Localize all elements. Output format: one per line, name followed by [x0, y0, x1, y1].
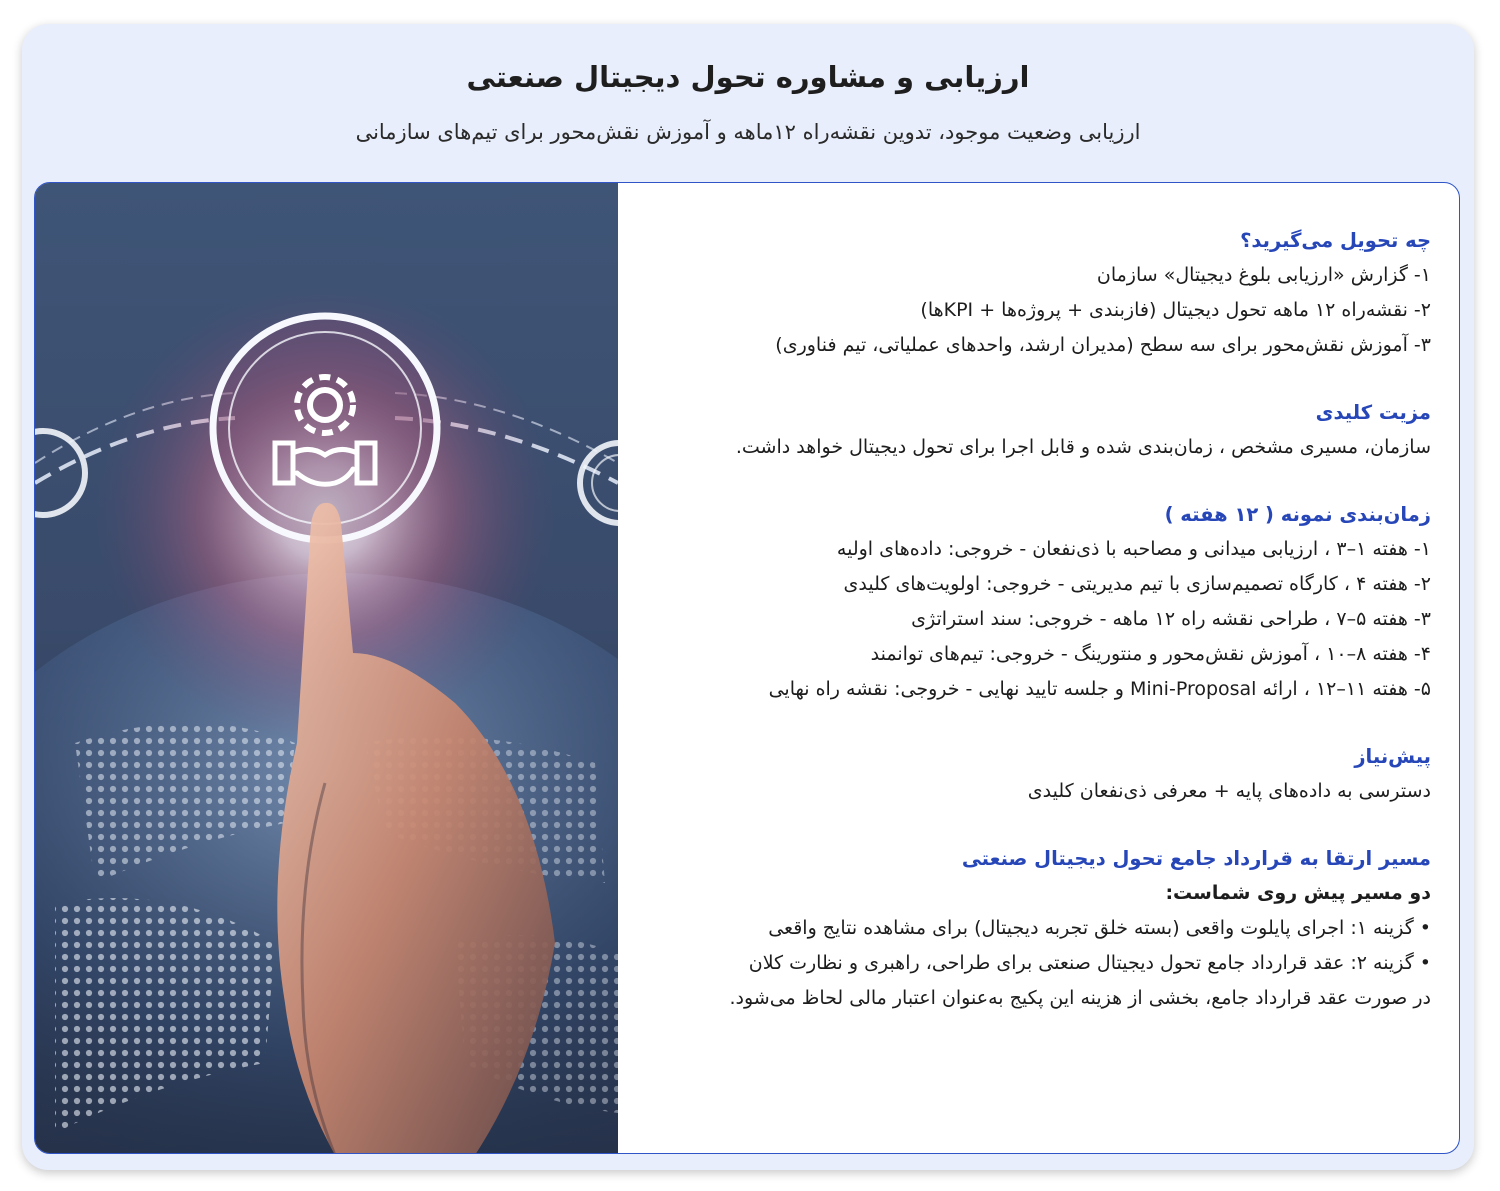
- upgrade-title: مسیر ارتقا به قرارداد جامع تحول دیجیتال صنعتی: [961, 847, 1431, 870]
- upgrade-option-1: • گزینه ۱: اجرای پایلوت واقعی (بسته خلق تجربه دیجیتال) برای مشاهده نتایج واقعی: [768, 917, 1431, 939]
- deliverable-item-1: ۱- گزارش «ارزیابی بلوغ دیجیتال» سازمان: [1096, 264, 1431, 286]
- deliverable-item-3: ۳- آموزش نقش‌محور برای سه سطح (مدیران ارشد، واحدهای عملیاتی، تیم فناوری): [775, 334, 1431, 356]
- upgrade-section: [635, 841, 1431, 1016]
- timeline-item-4: ۴- هفته ۸–۱۰ ، آموزش نقش‌محور و منتورینگ - خروجی: تیم‌های توانمند: [870, 643, 1431, 665]
- hero-illustration: [35, 183, 618, 1154]
- content-card: [34, 182, 1460, 1154]
- prerequisite-section: [635, 739, 1431, 809]
- timeline-title: زمان‌بندی نمونه ( ۱۲ هفته ): [1164, 503, 1431, 526]
- deliverables-section: [635, 223, 1431, 363]
- prerequisite-title: پیش‌نیاز: [1354, 745, 1431, 768]
- upgrade-intro: دو مسیر پیش روی شماست:: [1165, 882, 1431, 904]
- upgrade-note: در صورت عقد قرارداد جامع، بخشی از هزینه این پکیج به‌عنوان اعتبار مالی لحاظ می‌شود.: [729, 987, 1431, 1009]
- page-container: [22, 24, 1474, 1170]
- upgrade-option-2: • گزینه ۲: عقد قرارداد جامع تحول دیجیتال صنعتی برای طراحی، راهبری و نظارت کلان: [748, 952, 1431, 974]
- page-title: ارزیابی و مشاوره تحول دیجیتال صنعتی: [466, 60, 1030, 94]
- deliverable-item-2: ۲- نقشه‌راه ۱۲ ماهه تحول دیجیتال (فازبندی + پروژه‌ها + KPIها): [920, 299, 1431, 321]
- timeline-item-5: ۵- هفته ۱۱–۱۲ ، ارائه Mini-Proposal و جلسه تایید نهایی - خروجی: نقشه راه نهایی: [768, 678, 1431, 700]
- timeline-item-3: ۳- هفته ۵–۷ ، طراحی نقشه راه ۱۲ ماهه - خروجی: سند استراتژی: [911, 608, 1431, 630]
- benefit-title: مزیت کلیدی: [1315, 401, 1431, 424]
- benefit-text: سازمان، مسیری مشخص ، زمان‌بندی شده و قابل اجرا برای تحول دیجیتال خواهد داشت.: [735, 436, 1431, 458]
- prerequisite-text: دسترسی به داده‌های پایه + معرفی ذی‌نفعان کلیدی: [1027, 780, 1431, 802]
- benefit-section: [635, 395, 1431, 465]
- page-subtitle: ارزیابی وضعیت موجود، تدوین نقشه‌راه ۱۲ماهه و آموزش نقش‌محور برای تیم‌های سازمانی: [355, 120, 1141, 144]
- content-panel: [635, 223, 1431, 1048]
- timeline-item-1: ۱- هفته ۱–۳ ، ارزیابی میدانی و مصاحبه با ذی‌نفعان - خروجی: داده‌های اولیه: [836, 538, 1431, 560]
- timeline-item-2: ۲- هفته ۴ ، کارگاه تصمیم‌سازی با تیم مدیریتی - خروجی: اولویت‌های کلیدی: [843, 573, 1431, 595]
- timeline-section: [635, 497, 1431, 707]
- deliverables-title: چه تحویل می‌گیرید؟: [1240, 229, 1431, 252]
- hero-image: [35, 183, 618, 1153]
